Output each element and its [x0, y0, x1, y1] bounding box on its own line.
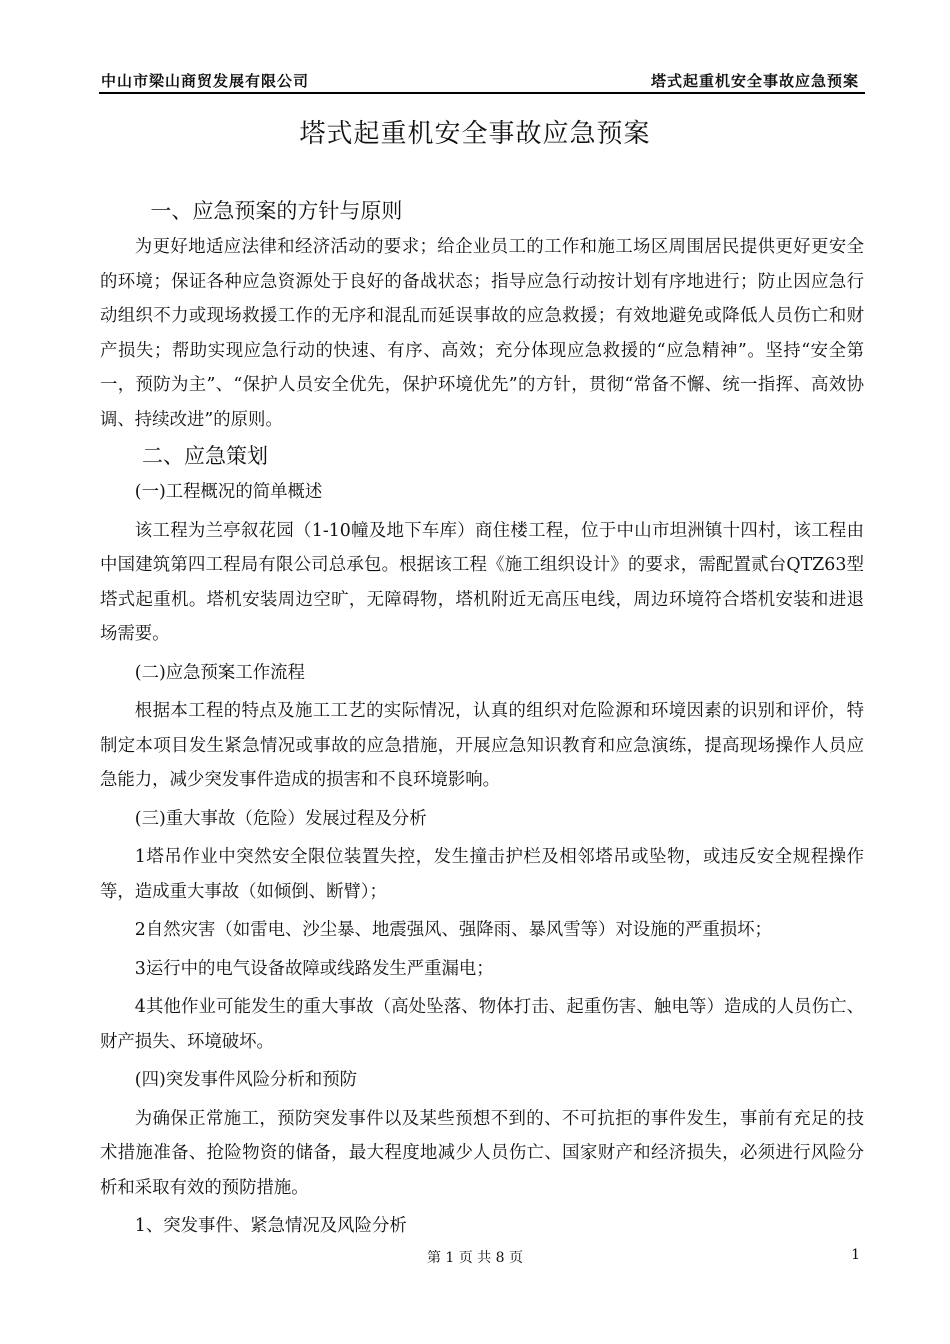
document-body [100, 192, 864, 1248]
section-heading-2: 二、应急策划 [142, 444, 268, 468]
page-header [99, 70, 865, 92]
page-number: 1 [851, 1247, 860, 1263]
subheading-major-accidents: (三)重大事故（危险）发展过程及分析 [134, 808, 427, 829]
subheading-risk-analysis: (四)突发事件风险分析和预防 [134, 1070, 358, 1090]
section-heading-1: 一、应急预案的方针与原则 [150, 199, 403, 223]
paragraph-workflow: 根据本工程的特点及施工工艺的实际情况，认真的组织对危险源和环境因素的识别和评价，特制定本项目发生紧急情况或事故的应急措施，开展应急知识教育和应急演练，提高现场操作人员应急能力，减少突发事件造成的损害和不良环境影响。 [100, 701, 864, 790]
list-item-accident-1: 1塔吊作业中突然安全限位装置失控，发生撞击护栏及相邻塔吊或坠物，或违反安全规程操作等，造成重大事故（如倾倒、断臂）； [100, 847, 864, 902]
list-item-accident-3: 3运行中的电气设备故障或线路发生严重漏电； [134, 958, 494, 979]
list-item-accident-2: 2自然灾害（如雷电、沙尘暴、地震强风、强降雨、暴风雪等）对设施的严重损坏； [134, 920, 772, 940]
paragraph-principles: 为更好地适应法律和经济活动的要求；给企业员工的工作和施工场区周围居民提供更好更安全的环境；保证各种应急资源处于良好的备战状态；指导应急行动按计划有序地进行；防止因应急行动组织不力或现场救援工作的无序和混乱而延误事故的应急救援；有效地避免或降低人员伤亡和财产损失；帮助实现应急行动的快速、有序、高效；充分体现应急救援的“应急精神”。坚持“安全第一，预防为主”、“保护人员安全优先，保护环境优先”的方针，贯彻“常备不懈、统一指挥、高效协调、持续改进”的原则。 [100, 237, 864, 430]
subheading-emergency-risk: 1、突发事件、紧急情况及风险分析 [134, 1216, 407, 1236]
page-indicator: 第 1 页 共 8 页 [426, 1250, 524, 1266]
subheading-workflow: (二)应急预案工作流程 [134, 662, 305, 683]
paragraph-project-overview: 该工程为兰亭叙花园（1-10幢及地下车库）商住楼工程，位于中山市坦洲镇十四村，该工程由中国建筑第四工程局有限公司总承包。根据该工程《施工组织设计》的要求，需配置贰台QTZ63型塔式起重机。塔机安装周边空旷，无障碍物，塔机附近无高压电线，周边环境符合塔机安装和进退场需要。 [100, 520, 864, 644]
header-doc-name: 塔式起重机安全事故应急预案 [650, 72, 859, 90]
list-item-accident-4: 4其他作业可能发生的重大事故（高处坠落、物体打击、起重伤害、触电等）造成的人员伤亡、财产损失、环境破坏。 [100, 997, 864, 1052]
paragraph-risk-analysis: 为确保正常施工，预防突发事件以及某些预想不到的、不可抗拒的事件发生，事前有充足的技术措施准备、抢险物资的储备，最大程度地减少人员伤亡、国家财产和经济损失，必须进行风险分析和采取有效的预防措施。 [100, 1108, 864, 1198]
header-divider [99, 92, 865, 94]
header-company: 中山市梁山商贸发展有限公司 [101, 72, 310, 90]
document-title: 塔式起重机安全事故应急预案 [299, 119, 651, 149]
subheading-project-overview: (一)工程概况的简单概述 [134, 482, 323, 502]
